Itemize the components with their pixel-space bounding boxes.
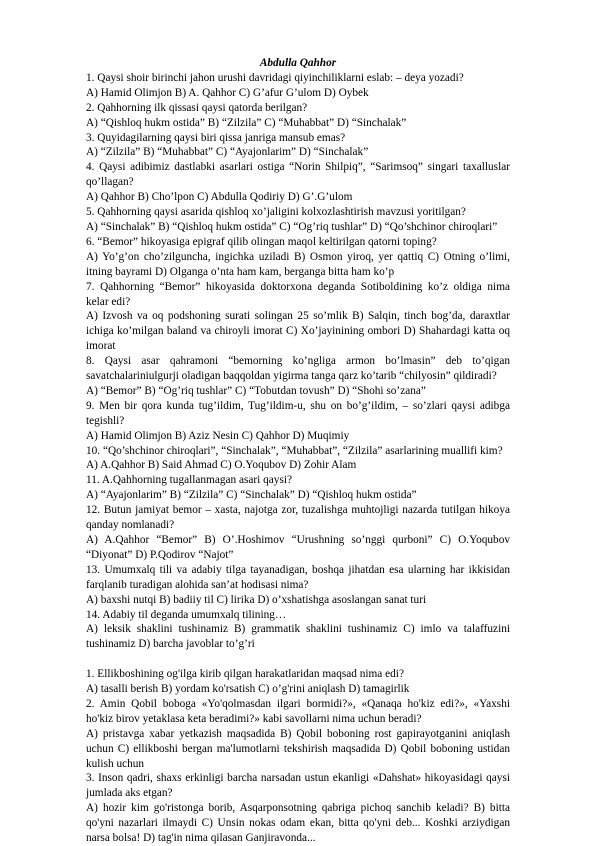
question-text: 6. “Bemor” hikoyasiga epigraf qilib olingan maqol keltirilgan qatorni toping?: [86, 235, 437, 248]
question-text: 2. Qahhorning ilk qissasi qaysi qatorda berilgan?: [86, 101, 308, 114]
question-text: 3. Inson qadri, shaxs erkinligi barcha narsadan ustun ekanligi «Dahshat» hikoyasidagi qaysi jumlada aks etgan?: [86, 772, 510, 800]
question-text: 3. Quyidagilarning qaysi biri qissa janriga mansub emas?: [86, 131, 346, 144]
page-title: Abdulla Qahhor: [259, 57, 337, 69]
answer-options: A) tasalli berish B) yordam ko'rsatish C) o’g'rini aniqlash D) tamagirlik: [86, 683, 410, 696]
answer-options: A) “Ayajonlarim” B) “Zilzila” C) “Sinchalak” D) “Qishloq hukm ostida”: [86, 489, 417, 502]
question-text: 5. Qahhorning qaysi asarida qishloq xo’jaligini kolxozlashtirish mavzusi yoritilgan?: [86, 206, 466, 219]
question-text: 7. Qahhorning “Bemor” hikoyasida doktorxona deganda Sotiboldining ko’z oldiga nima kelar edi?: [86, 280, 510, 308]
answer-options: A) Izvosh va oq podshoning surati solingan 25 so’mlik B) Salqin, tinch bog’da, daraxtlar ichiga ko’milgan baland va chiroyli imorat C) Xo’jayinining ombori D) Shahardagi katta oq imorat: [86, 310, 510, 353]
question-text: 14. Adabiy til deganda umumxalq tilining…: [86, 608, 287, 621]
question-text: 11. A.Qahhorning tugallanmagan asari qaysi?: [86, 474, 293, 487]
answer-options: A) hozir kim go'ristonga borib, Asqarponsotning qabriga pichoq sanchib keladi? B) bitta qo'yni nazarlari ilmaydi C) Unsin nokas odam ekan, bitta qo'yni deb... Koshki arziydigan narsa bolsa! D) tag'in nima qilasan Ganjiravonda...: [86, 802, 510, 845]
question-text: 8. Qaysi asar qahramoni “bemorning ko’ngliga armon bo’lmasin” deb to’qigan savatchalariniulgurji oladigan baqqoldan yigirma tanga qarz ko’tarib “chilyosin” qildiradi?: [86, 355, 510, 383]
question-text: 4. Qaysi adibimiz dastlabki asarlari ostiga “Norin Shilpiq”, “Sarimsoq” singari taxalluslar qo’llagan?: [86, 161, 510, 189]
answer-options: A) “Bemor” B) “Og’riq tushlar” C) “Tobutdan tovush” D) “Shohi so’zana”: [86, 384, 426, 397]
answer-options: A) “Zilzila” B) “Muhabbat” C) “Ayajonlarim” D) “Sinchalak”: [86, 146, 369, 159]
answer-options: A) leksik shaklini tushinamiz B) grammatik shaklini tushinamiz C) imlo va talaffuzini tushinamiz D) barcha javoblar to’g’ri: [86, 623, 510, 651]
question-text: 9. Men bir qora kunda tug’ildim, Tug’ildim-u, shu on bo’g’ildim, – so’zlari qaysi adibga tegishli?: [86, 399, 510, 427]
question-list-part2: [86, 667, 510, 846]
answer-options: A) Qahhor B) Cho’lpon C) Abdulla Qodiriy D) G’.G’ulom: [86, 191, 353, 204]
section-gap: [86, 652, 510, 667]
answer-options: A) A.Qahhor B) Said Ahmad C) O.Yoqubov D) Zohir Alam: [86, 459, 357, 472]
question-text: 13. Umumxalq tili va adabiy tilga tayanadigan, boshqa jihatdan esa ularning har ikkisidan farqlanib turadigan alohida san’at hodisasi nima?: [86, 563, 510, 591]
question-list-part1: [86, 71, 510, 652]
document-page: [86, 56, 510, 846]
answer-options: A) “Qishloq hukm ostida” B) “Zilzila” C) “Muhabbat” D) “Sinchalak”: [86, 116, 407, 129]
question-text: 2. Amin Qobil boboga «Yo'qolmasdan ilgari bormidi?», «Qanaqa ho'kiz edi?», «Yaxshi ho'kiz birov yetaklasa keta beradimi?» kabi savollarni nima uchun beradi?: [86, 697, 510, 725]
answer-options: A) pristavga xabar yetkazish maqsadida B) Qobil boboning rost gapirayotganini aniqlash uchun C) ellikboshi bergan ma'lumotlarni tekshirish maqsadida D) Qobil boboning ustidan kulish uchun: [86, 727, 510, 770]
answer-options: A) baxshi nutqi B) badiiy til C) lirika D) o’xshatishga asoslangan sanat turi: [86, 593, 427, 606]
answer-options: A) Yo’g’on cho’zilguncha, ingichka uziladi B) Osmon yiroq, yer qattiq C) Otning o’limi, itning bayrami D) Olganga o’nta ham kam, berganga bitta ham ko’p: [86, 250, 510, 278]
answer-options: A) A.Qahhor “Bemor” B) O’.Hoshimov “Urushning so’nggi qurboni” C) O.Yoqubov “Diyonat” D) P.Qodirov “Najot”: [86, 534, 510, 561]
question-text: 1. Qaysi shoir birinchi jahon urushi davridagi qiyinchiliklarni eslab: – deya yozadi?: [86, 71, 464, 84]
answer-options: A) Hamid Olimjon B) A. Qahhor C) G’afur G’ulom D) Oybek: [86, 86, 369, 99]
answer-options: A) Hamid Olimjon B) Aziz Nesin C) Qahhor D) Muqimiy: [86, 429, 350, 442]
answer-options: A) “Sinchalak” B) “Qishloq hukm ostida” C) “Og’riq tushlar” D) “Qo’shchinor chiroqlari”: [86, 220, 498, 233]
question-text: 10. “Qo’shchinor chiroqlari”, “Sinchalak”, “Muhabbat”, “Zilzila” asarlarining muallifi kim?: [86, 444, 503, 457]
question-text: 12. Butun jamiyat bemor – xasta, najotga zor, tuzalishga muhtojligi nazarda tutilgan hikoya qanday nomlanadi?: [86, 504, 510, 532]
question-text: 1. Ellikboshining og'ilga kirib qilgan harakatlaridan maqsad nima edi?: [86, 668, 404, 681]
